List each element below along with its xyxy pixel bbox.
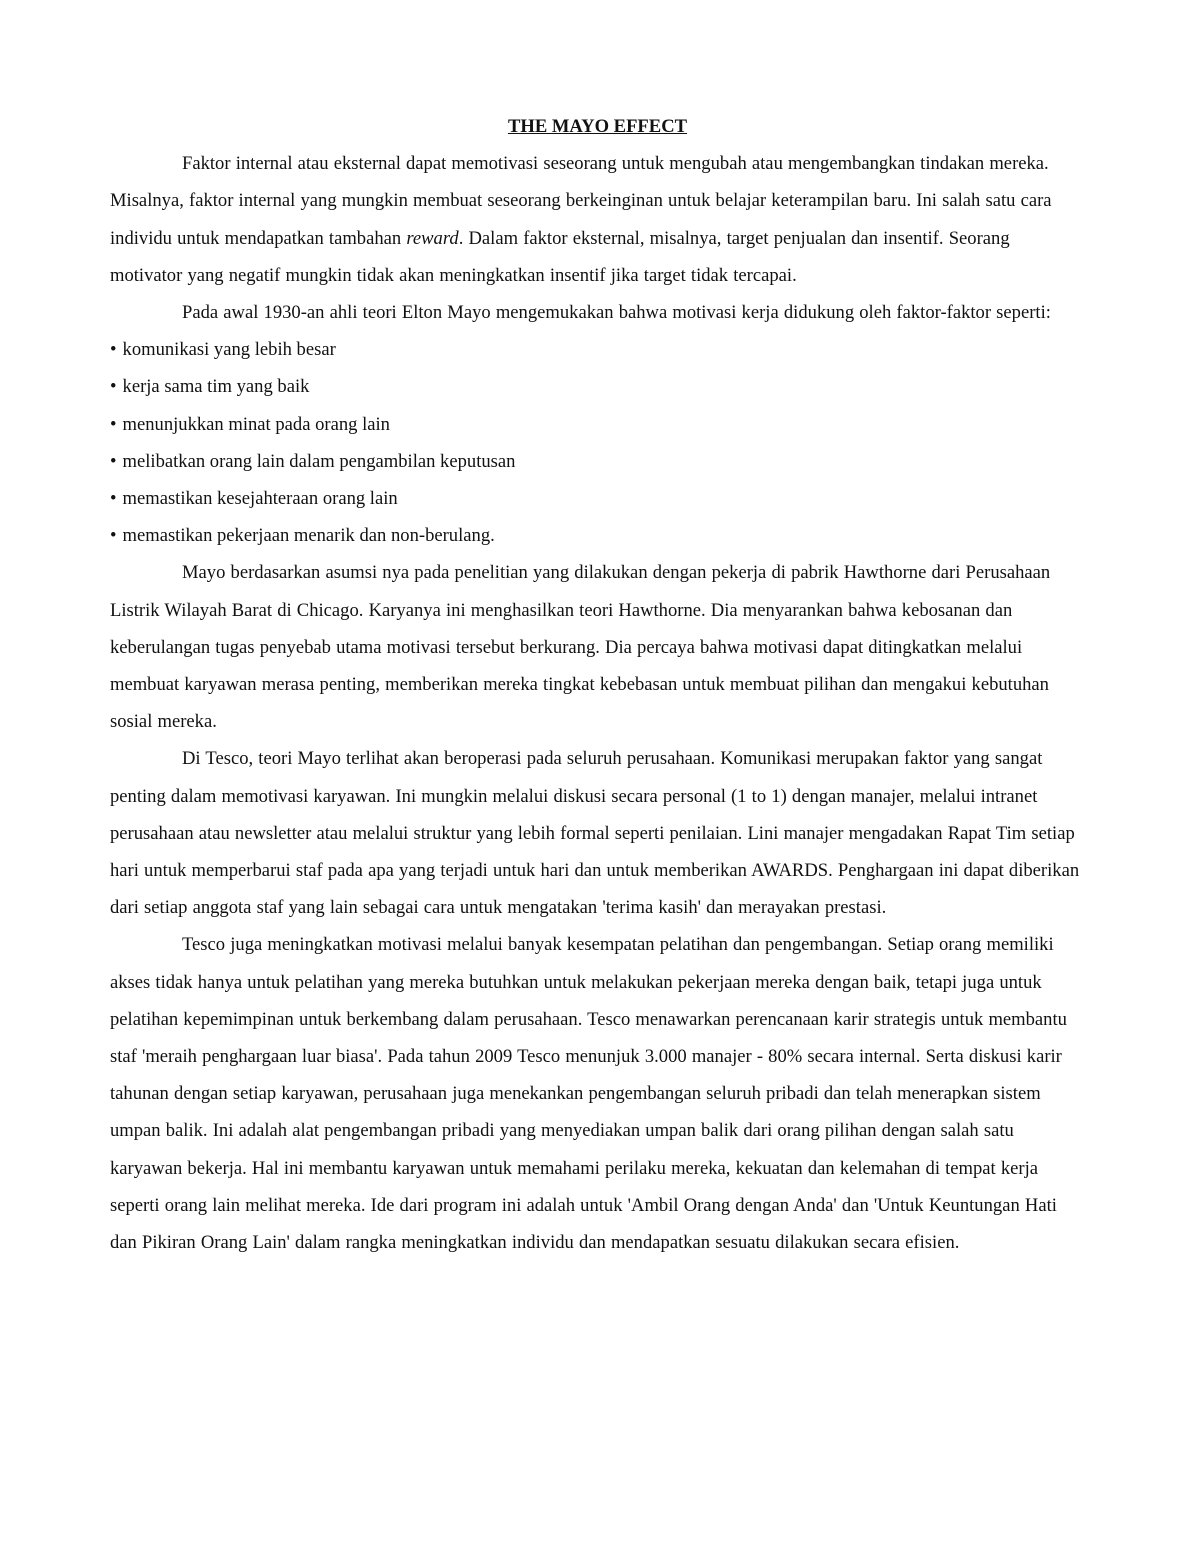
paragraph-2: Pada awal 1930-an ahli teori Elton Mayo mengemukakan bahwa motivasi kerja didukung oleh faktor-faktor seperti: [182, 302, 1051, 324]
list-item: • memastikan kesejahteraan orang lain [110, 480, 1085, 517]
paragraph-3: Mayo berdasarkan asumsi nya pada penelitian yang dilakukan dengan pekerja di pabrik Hawthorne dari Perusahaan Listrik Wilayah Barat di Chicago. Karyanya ini menghasilkan teori Hawthorne. Dia menyarankan bahwa kebosanan dan keberulangan tugas penyebab utama motivasi tersebut berkurang. Dia percaya bahwa motivasi dapat ditingkatkan melalui membuat karyawan merasa penting, memberikan mereka tingkat kebebasan untuk membuat pilihan dan mengakui kebutuhan sosial mereka. [110, 562, 1051, 733]
paragraph-1-text-after: . Dalam faktor eksternal, misalnya, target penjualan dan insentif. Seorang motivator yang negatif mungkin tidak akan meningkatkan insentif jika target tidak tercapai. [110, 227, 1010, 286]
paragraph-4: Di Tesco, teori Mayo terlihat akan beroperasi pada seluruh perusahaan. Komunikasi merupakan faktor yang sangat penting dalam memotivasi karyawan. Ini mungkin melalui diskusi secara personal (1 to 1) dengan manajer, melalui intranet perusahaan atau newsletter atau melalui struktur yang lebih formal seperti penilaian. Lini manajer mengadakan Rapat Tim setiap hari untuk memperbarui staf pada apa yang terjadi untuk hari dan untuk memberikan AWARDS. Penghargaan ini dapat diberikan dari setiap anggota staf yang lain sebagai cara untuk mengatakan 'terima kasih' dan merayakan prestasi. [110, 748, 1080, 919]
list-item: • memastikan pekerjaan menarik dan non-berulang. [110, 517, 1085, 554]
paragraph-1-text-before: Faktor internal atau eksternal dapat memotivasi seseorang untuk mengubah atau mengembangkan tindakan mereka. Misalnya, faktor internal yang mungkin membuat seseorang berkeinginan untuk belajar keterampilan baru. Ini salah satu cara individu untuk mendapatkan tambahan [110, 153, 1052, 249]
document-page [110, 108, 1085, 1261]
list-item: • menunjukkan minat pada orang lain [110, 406, 1085, 443]
paragraph-5: Tesco juga meningkatkan motivasi melalui banyak kesempatan pelatihan dan pengembangan. Setiap orang memiliki akses tidak hanya untuk pelatihan yang mereka butuhkan untuk melakukan pekerjaan mereka dengan baik, tetapi juga untuk pelatihan kepemimpinan untuk berkembang dalam perusahaan. Tesco menawarkan perencanaan karir strategis untuk membantu staf 'meraih penghargaan luar biasa'. Pada tahun 2009 Tesco menunjuk 3.000 manajer - 80% secara internal. Serta diskusi karir tahunan dengan setiap karyawan, perusahaan juga menekankan pengembangan seluruh pribadi dan telah menerapkan sistem umpan balik. Ini adalah alat pengembangan pribadi yang menyediakan umpan balik dari orang pilihan dengan salah satu karyawan bekerja. Hal ini membantu karyawan untuk memahami perilaku mereka, kekuatan dan kelemahan di tempat kerja seperti orang lain melihat mereka. Ide dari program ini adalah untuk 'Ambil Orang dengan Anda' dan 'Untuk Keuntungan Hati dan Pikiran Orang Lain' dalam rangka meningkatkan individu dan mendapatkan sesuatu dilakukan secara efisien. [110, 934, 1067, 1254]
list-item: • komunikasi yang lebih besar [110, 331, 1085, 368]
paragraph-1 [110, 145, 1085, 294]
list-item: • kerja sama tim yang baik [110, 368, 1085, 405]
list-item: • melibatkan orang lain dalam pengambilan keputusan [110, 443, 1085, 480]
paragraph-1-emphasis: reward [406, 227, 459, 249]
factor-list [110, 331, 1085, 554]
document-title: THE MAYO EFFECT [507, 116, 688, 137]
